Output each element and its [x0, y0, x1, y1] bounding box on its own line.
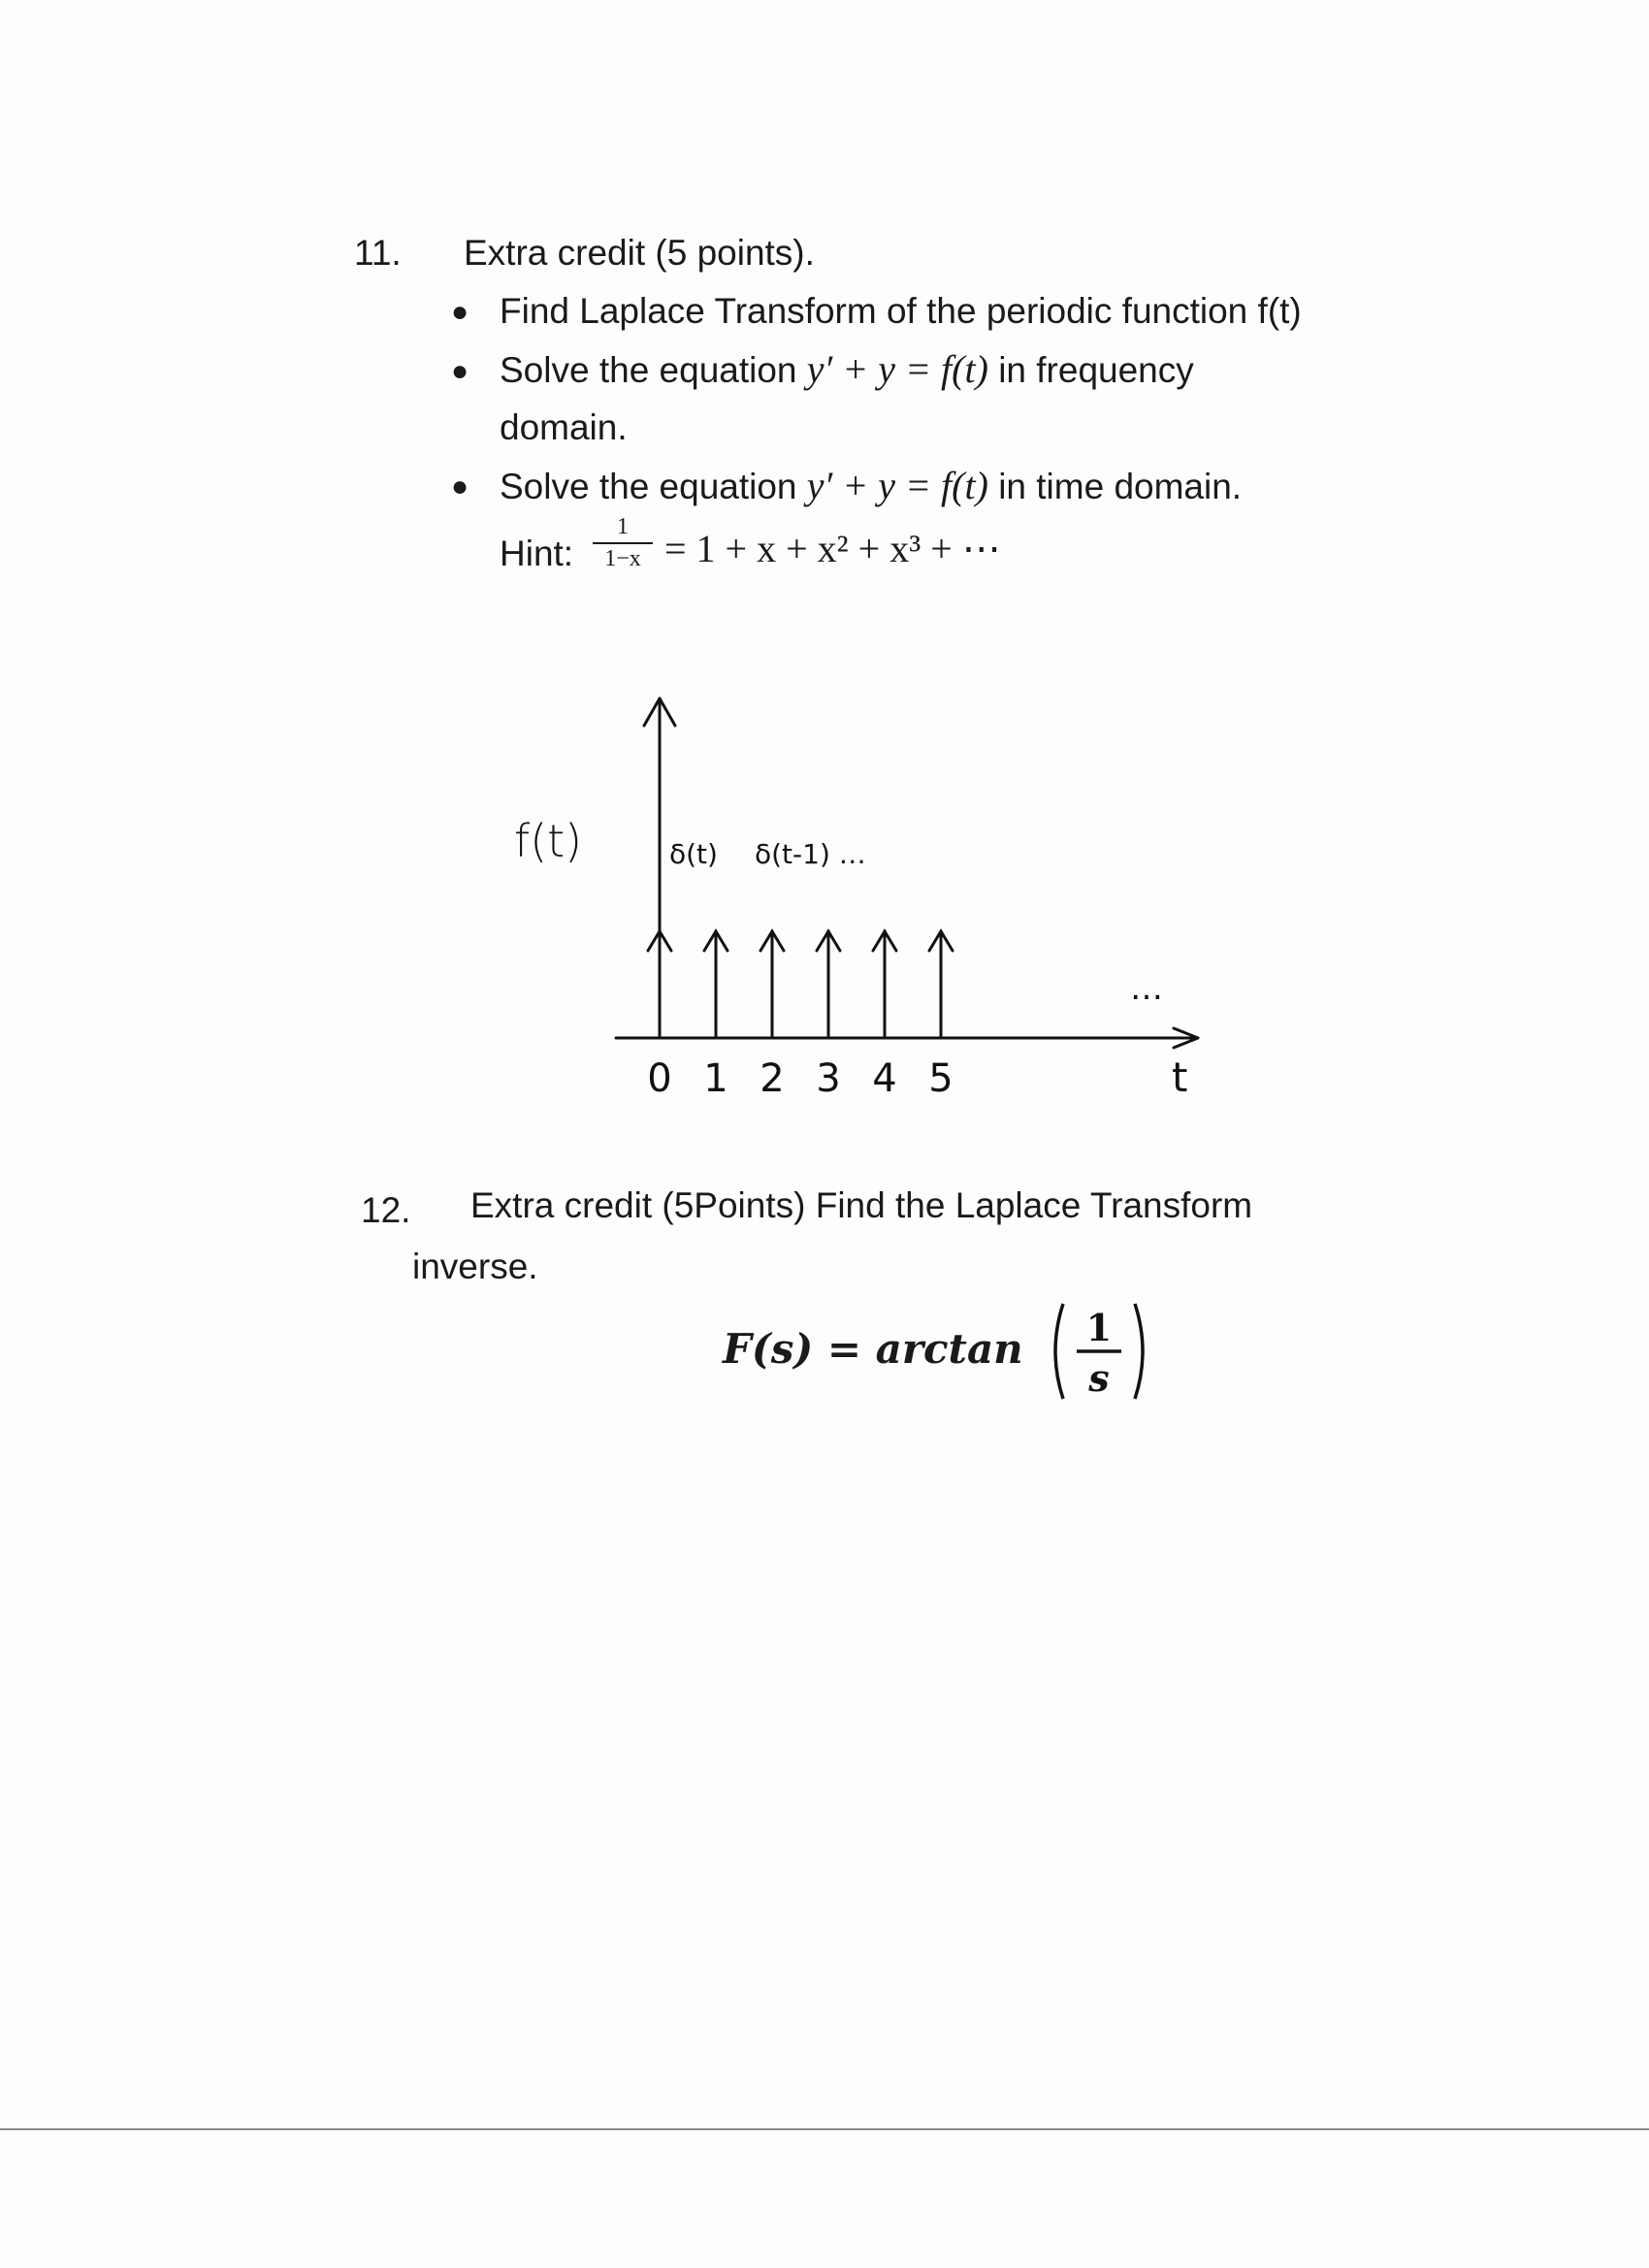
q11-bullet-2 [500, 346, 1194, 392]
x-tick-label-5: 5 [928, 1056, 954, 1101]
q12-formula-lhs: F(s) = arctan [723, 1325, 1023, 1373]
q12-number: 12. [361, 1190, 411, 1230]
q11-number: 11. [354, 233, 402, 273]
q11-hint-series: = 1 + x + x² + x³ + ⋯ [664, 527, 1001, 570]
impulse-train-sketch [504, 679, 1222, 1125]
x-tick-label-1: 1 [703, 1056, 728, 1101]
q11-bullet-3-post: in time domain. [998, 467, 1243, 506]
q12-formula-numerator: 1 [1085, 1306, 1113, 1349]
impulse-label-delta-t: δ(t) [669, 838, 718, 870]
q11-bullet-2-cont: domain. [500, 407, 628, 447]
q11-bullet-2-equation: y′ + y = f(t) [806, 347, 988, 391]
y-axis-label: f(t) [514, 815, 583, 867]
q11-bullet-3-pre: Solve the equation [500, 467, 797, 506]
x-tick-label-3: 3 [816, 1056, 841, 1101]
bullet-dot-icon: ● [451, 470, 469, 502]
x-tick-label-2: 2 [760, 1056, 785, 1101]
q11-hint-fraction [589, 514, 657, 572]
q11-bullet-2-pre: Solve the equation [500, 350, 797, 390]
q12-heading-cont: inverse. [412, 1247, 538, 1286]
fraction-bar [593, 542, 653, 544]
impulse-continuation-ellipsis: … [1130, 969, 1163, 1008]
q11-hint-label: Hint: [500, 534, 574, 573]
q11-hint-numerator: 1 [617, 514, 629, 539]
q11-bullet-1: Find Laplace Transform of the periodic function f(t) [500, 291, 1302, 331]
page-bottom-rule [0, 2128, 1649, 2130]
q12-formula-parentheses [1046, 1298, 1152, 1405]
x-tick-label-4: 4 [872, 1056, 897, 1101]
q11-bullet-3 [500, 463, 1242, 508]
q11-bullet-2-post: in frequency [998, 350, 1194, 390]
impulse-label-delta-t-minus-1: δ(t-1) … [755, 838, 866, 870]
q12-heading: Extra credit (5Points) Find the Laplace Transform [470, 1185, 1253, 1225]
q11-bullet-3-equation: y′ + y = f(t) [806, 464, 988, 507]
x-tick-label-0: 0 [647, 1056, 672, 1101]
q11-hint-denominator: 1−x [604, 546, 641, 571]
q11-heading: Extra credit (5 points). [464, 233, 815, 273]
bullet-dot-icon: ● [451, 355, 469, 387]
bullet-dot-icon: ● [451, 296, 469, 328]
q12-formula-denominator: s [1088, 1356, 1110, 1400]
x-axis-label: t [1172, 1053, 1188, 1101]
